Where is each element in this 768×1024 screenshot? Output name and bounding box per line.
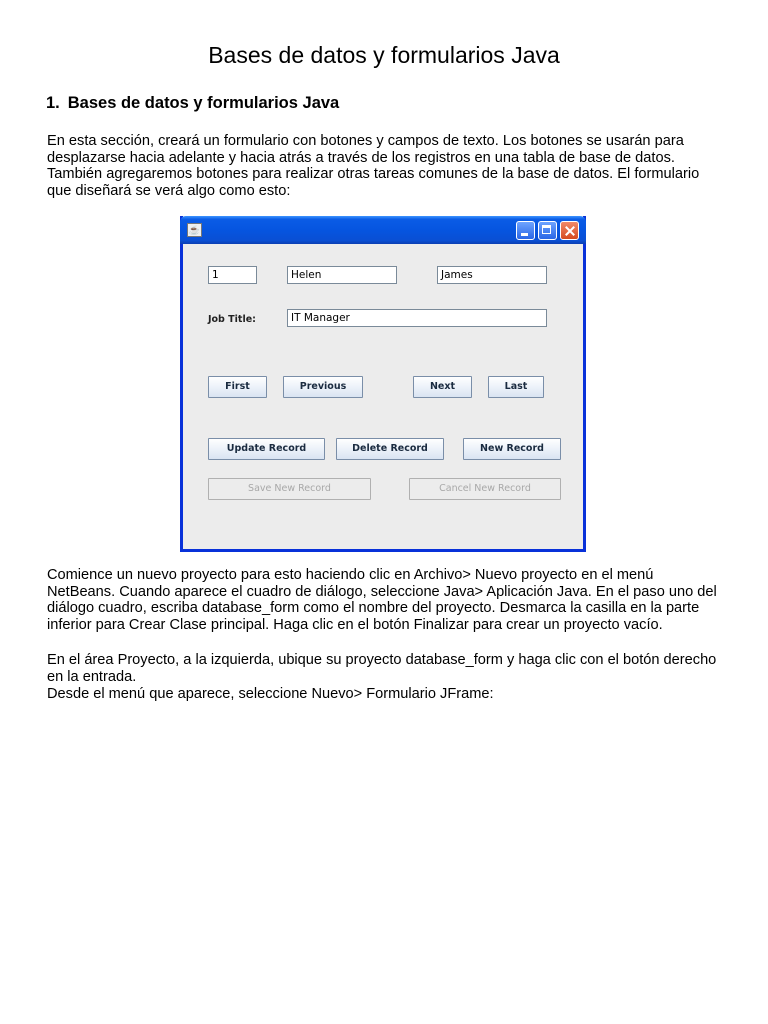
document-title: Bases de datos y formularios Java: [208, 42, 560, 68]
last-name-field[interactable]: James: [437, 266, 547, 284]
intro-paragraph: En esta sección, creará un formulario con botones y campos de texto. Los botones se usarán para desplazarse hacia adelante y hacia atrás a través de los registros en una tabla de base de datos. También agregaremos botones para realizar otras tareas comunes de la base de datos. El formulario que diseñará se verá algo como esto:: [47, 133, 700, 199]
new-project-paragraph: Comience un nuevo proyecto para esto haciendo clic en Archivo> Nuevo proyecto en el menú NetBeans. Cuando aparece el cuadro de diálogo, seleccione Java> Aplicación Java. En el paso uno del diálogo cuadro, escriba database_form como el nombre del proyecto. Desmarca la casilla en la parte inferior para Crear Clase principal. Haga clic en el botón Finalizar para crear un proyecto vacío.: [47, 567, 717, 633]
job-title-label: Job Title:: [208, 314, 256, 325]
previous-button[interactable]: Previous: [283, 376, 363, 398]
section-heading-text: Bases de datos y formularios Java: [67, 94, 340, 112]
section-heading: [46, 94, 339, 113]
id-field[interactable]: 1: [208, 266, 257, 284]
last-button[interactable]: Last: [488, 376, 544, 398]
window-titlebar[interactable]: [180, 216, 586, 244]
job-title-field[interactable]: IT Manager: [287, 309, 547, 327]
new-record-button[interactable]: New Record: [463, 438, 561, 460]
cancel-new-record-button[interactable]: Cancel New Record: [409, 478, 561, 500]
java-form-window: [180, 216, 586, 552]
java-cup-icon: ☕: [188, 225, 201, 235]
first-button[interactable]: First: [208, 376, 267, 398]
save-new-record-button[interactable]: Save New Record: [208, 478, 371, 500]
next-button[interactable]: Next: [413, 376, 472, 398]
update-record-button[interactable]: Update Record: [208, 438, 325, 460]
section-number: 1.: [46, 94, 60, 112]
project-area-paragraph: En el área Proyecto, a la izquierda, ubique su proyecto database_form y haga clic con el botón derecho en la entrada.: [47, 652, 717, 685]
first-name-field[interactable]: Helen: [287, 266, 397, 284]
delete-record-button[interactable]: Delete Record: [336, 438, 444, 460]
minimize-icon[interactable]: [516, 221, 535, 240]
maximize-icon[interactable]: [538, 221, 557, 240]
menu-paragraph: Desde el menú que aparece, seleccione Nuevo> Formulario JFrame:: [47, 686, 494, 702]
close-icon[interactable]: [560, 221, 579, 240]
